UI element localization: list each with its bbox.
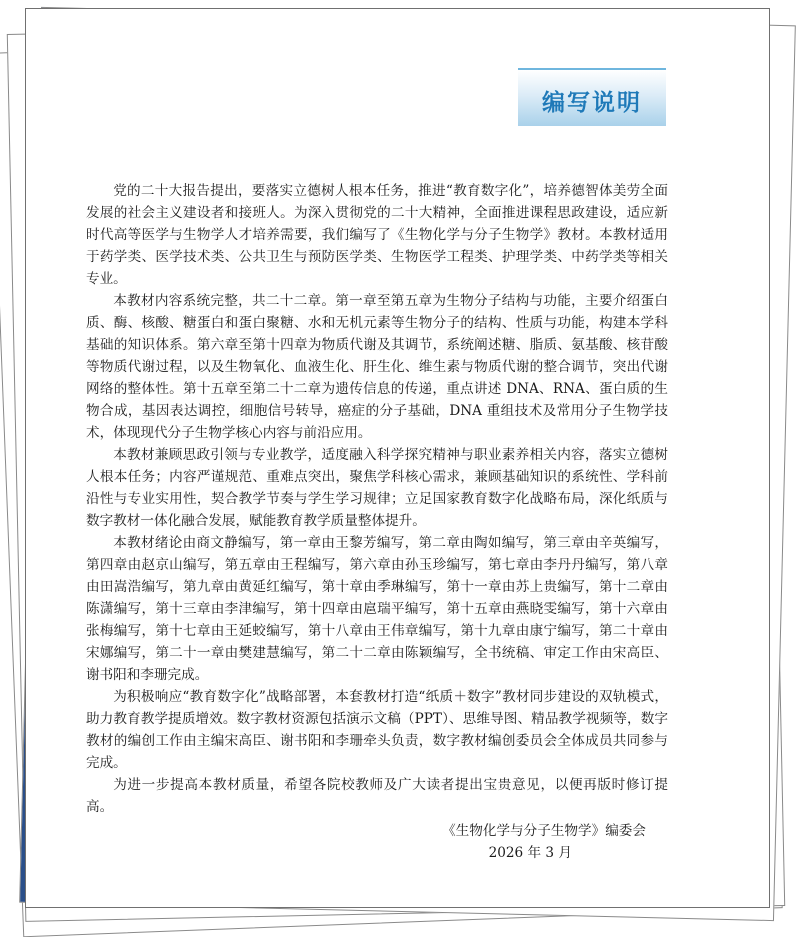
body-text xyxy=(86,180,668,818)
paragraph-features: 本教材兼顾思政引领与专业教学，适度融入科学探究精神与职业素养相关内容，落实立德树人根本任务；内容严谨规范、重难点突出，聚焦学科核心需求，兼顾基础知识的系统性、学科前沿性与专业实用性，契合教学节奏与学生学习规律；立足国家教育数字化战略布局，深化纸质与数字教材一体化融合发展，赋能教育教学质量整体提升。 xyxy=(86,447,668,529)
signature-block xyxy=(86,820,668,864)
paragraph-digital: 为积极响应“教育数字化”战略部署，本套教材打造“纸质＋数字”教材同步建设的双轨模式，助力教育教学提质增效。数字教材资源包括演示文稿（PPT）、思维导图、精品教学视频等，数字教材的编创工作由主编宋高臣、谢书阳和李珊牵头负责，数字教材编创委员会全体成员共同参与完成。 xyxy=(86,689,668,771)
paragraph-intro: 党的二十大报告提出，要落实立德树人根本任务，推进“教育数字化”，培养德智体美劳全面发展的社会主义建设者和接班人。为深入贯彻党的二十大精神，全面推进课程思政建设，适应新时代高等医学与生物学人才培养需要，我们编写了《生物化学与分子生物学》教材。本教材适用于药学类、医学技术类、公共卫生与预防医学类、生物医学工程类、护理学类、中药学类等相关专业。 xyxy=(86,183,668,287)
signature-date: 2026 年 3 月 xyxy=(488,845,572,861)
signature-org: 《生物化学与分子生物学》编委会 xyxy=(442,823,646,839)
page-heading: 编写说明 xyxy=(542,90,642,116)
heading-banner xyxy=(518,68,666,126)
paragraph-authors: 本教材绪论由商文静编写，第一章由王黎芳编写，第二章由陶如编写，第三章由辛英编写，第四章由赵京山编写，第五章由王程编写，第六章由孙玉珍编写，第七章由李丹丹编写，第八章由田嵩浩编写，第九章由黄延红编写，第十章由季琳编写，第十一章由苏上贵编写，第十二章由陈潇编写，第十三章由李津编写，第十四章由扈瑞平编写，第十五章由燕晓雯编写，第十六章由张梅编写，第十七章由王延蛟编写，第十八章由王伟章编写，第十九章由康宁编写，第二十章由宋娜编写，第二十一章由樊建慧编写，第二十二章由陈颖编写，全书统稿、审定工作由宋高臣、谢书阳和李珊完成。 xyxy=(86,535,668,683)
paragraph-content: 本教材内容系统完整，共二十二章。第一章至第五章为生物分子结构与功能，主要介绍蛋白质、酶、核酸、糖蛋白和蛋白聚糖、水和无机元素等生物分子的结构、性质与功能，构建本学科基础的知识体系。第六章至第十四章为物质代谢及其调节，系统阐述糖、脂质、氨基酸、核苷酸等物质代谢过程，以及生物氧化、血液生化、肝生化、维生素与物质代谢的整合调节，突出代谢网络的整体性。第十五章至第二十二章为遗传信息的传递，重点讲述 DNA、RNA、蛋白质的生物合成，基因表达调控，细胞信号转导，癌症的分子基础，DNA 重组技术及常用分子生物学技术，体现现代分子生物学核心内容与前沿应用。 xyxy=(86,293,668,441)
paragraph-closing: 为进一步提高本教材质量，希望各院校教师及广大读者提出宝贵意见，以便再版时修订提高。 xyxy=(86,777,668,815)
